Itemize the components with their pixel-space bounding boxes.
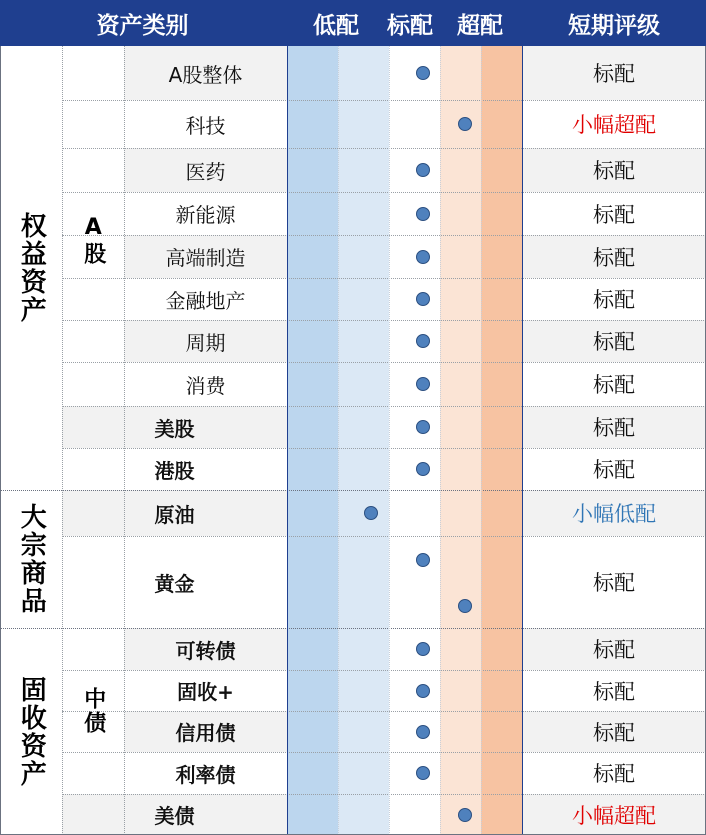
rating-cell: 小幅超配: [572, 803, 656, 828]
rating-cell: 小幅超配: [572, 113, 656, 137]
asset-name: 港股: [154, 458, 195, 483]
asset-name: 金融地产: [165, 288, 246, 313]
asset-name: 医药: [185, 159, 226, 184]
asset-name: 原油: [154, 502, 195, 527]
rating-cell: 标配: [593, 638, 635, 662]
rating-cell: 标配: [593, 720, 635, 745]
table-border: [0, 46, 706, 835]
rating-cell: 标配: [593, 330, 635, 354]
rating-cell: 标配: [593, 373, 635, 397]
header-standard: 标配: [387, 12, 433, 39]
subgroup-label-china-bond: 中债: [80, 687, 106, 735]
asset-name: 高端制造: [165, 246, 246, 270]
rating-cell: 标配: [593, 62, 635, 86]
rating-cell: 标配: [593, 202, 635, 227]
group-label-fixed-income: 固收资产: [16, 675, 47, 788]
rating-cell: 标配: [593, 762, 635, 786]
header-category: 资产类别: [96, 12, 189, 39]
group-label-equity: 权益资产: [16, 212, 47, 324]
asset-name: 黄金: [154, 571, 195, 596]
asset-name: 消费: [185, 373, 226, 398]
subgroup-label-a-share: A股: [80, 214, 106, 266]
asset-name: 新能源: [175, 203, 236, 227]
asset-name: 美债: [154, 804, 195, 828]
rating-cell: 标配: [593, 458, 635, 482]
group-label-commodity: 大宗商品: [16, 503, 47, 615]
header-over: 超配: [457, 12, 503, 39]
asset-name: 信用债: [175, 721, 236, 745]
rating-cell: 标配: [593, 288, 635, 312]
rating-cell: 小幅低配: [572, 502, 656, 526]
asset-name: 美股: [154, 416, 195, 441]
rating-cell: 标配: [593, 245, 635, 270]
asset-name: 周期: [185, 330, 226, 355]
rating-cell: 标配: [593, 571, 635, 595]
header-rating: 短期评级: [568, 12, 660, 39]
rating-cell: 标配: [593, 416, 635, 440]
asset-name: 固收+: [177, 680, 234, 704]
asset-name: 可转债: [175, 638, 236, 663]
rating-cell: 标配: [593, 159, 635, 183]
asset-name: 科技: [185, 113, 226, 138]
asset-name: A股整体: [168, 62, 243, 87]
header-low: 低配: [313, 12, 359, 39]
asset-name: 利率债: [175, 762, 236, 787]
rating-cell: 标配: [593, 679, 635, 704]
